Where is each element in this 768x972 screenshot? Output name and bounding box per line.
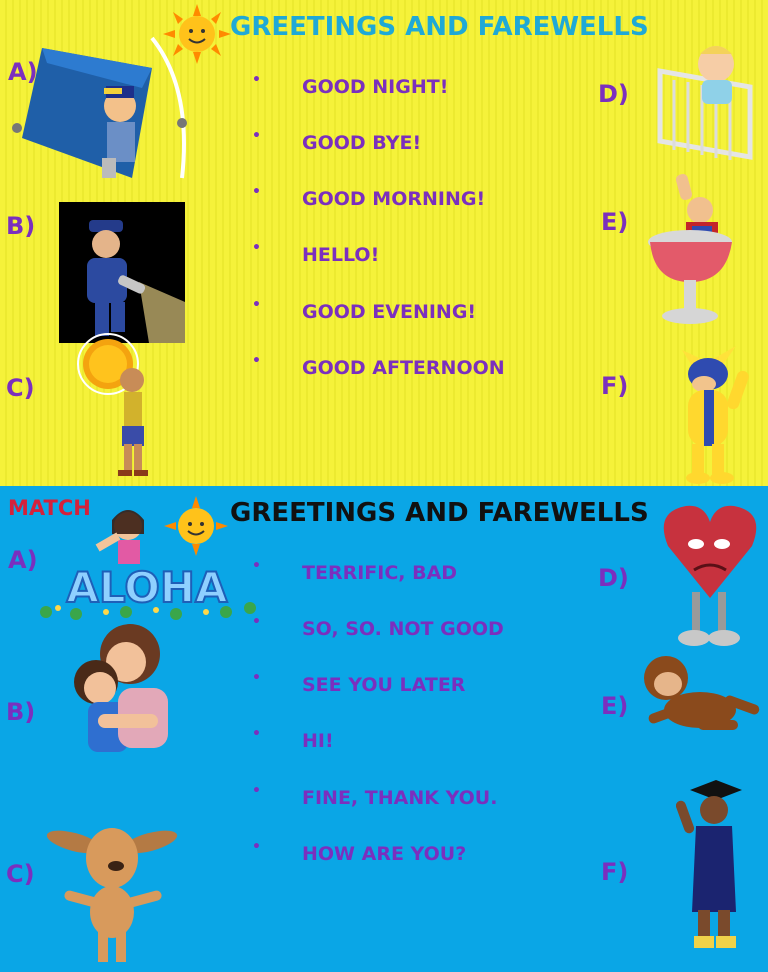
item-text: GOOD EVENING!	[302, 301, 477, 323]
slide-greetings-2	[0, 486, 768, 972]
label-b: B)	[6, 698, 36, 726]
item-text: HOW ARE YOU?	[302, 843, 467, 865]
bullet-icon: •	[252, 614, 261, 630]
list-item	[252, 297, 477, 323]
match-label: MATCH	[8, 496, 91, 520]
item-text: GOOD NIGHT!	[302, 76, 449, 98]
hugging-couple-image	[58, 618, 180, 770]
bullet-icon: •	[252, 184, 261, 200]
label-a: A)	[8, 546, 38, 574]
bullet-icon: •	[252, 670, 261, 686]
boy-with-sun-image	[74, 332, 174, 482]
item-text: SEE YOU LATER	[302, 674, 466, 696]
page-title: GREETINGS AND FAREWELLS	[230, 498, 649, 528]
bullet-icon: •	[252, 353, 261, 369]
label-e: E)	[601, 692, 629, 720]
item-text: GOOD AFTERNOON	[302, 357, 505, 379]
bullet-icon: •	[252, 297, 261, 313]
aloha-girl-image	[36, 494, 258, 620]
label-f: F)	[601, 858, 629, 886]
label-d: D)	[598, 564, 629, 592]
flying-carpet-boy-image	[2, 28, 192, 188]
boy-waving-bowl-image	[644, 170, 740, 330]
list-item	[252, 670, 466, 696]
list-item	[252, 128, 422, 154]
lounging-monkey-image	[628, 650, 764, 746]
list-item	[252, 184, 486, 210]
bullet-icon: •	[252, 558, 261, 574]
label-a: A)	[8, 58, 38, 86]
list-item	[252, 726, 334, 752]
item-text: FINE, THANK YOU.	[302, 787, 498, 809]
bullet-icon: •	[252, 128, 261, 144]
dog-arms-open-image	[44, 816, 180, 968]
police-officer-flashlight-image	[59, 202, 185, 343]
bullet-icon: •	[252, 839, 261, 855]
item-text: TERRIFIC, BAD	[302, 562, 458, 584]
label-d: D)	[598, 80, 629, 108]
list-item	[252, 72, 449, 98]
list-item	[252, 353, 505, 379]
bullet-icon: •	[252, 726, 261, 742]
item-text: GOOD MORNING!	[302, 188, 486, 210]
sad-heart-character-image	[658, 498, 764, 654]
list-item	[252, 839, 467, 865]
waving-cartoon-character-image	[652, 340, 762, 486]
item-text: SO, SO. NOT GOOD	[302, 618, 504, 640]
page-title: GREETINGS AND FAREWELLS	[230, 12, 649, 42]
label-c: C)	[6, 374, 35, 402]
bullet-icon: •	[252, 240, 261, 256]
list-item	[252, 783, 498, 809]
graduate-girl-waving-image	[676, 780, 746, 952]
baby-in-crib-image	[654, 40, 764, 168]
item-text: HELLO!	[302, 244, 380, 266]
label-f: F)	[601, 372, 629, 400]
aloha-text: ALOHA	[66, 563, 228, 612]
list-item	[252, 558, 458, 584]
item-text: HI!	[302, 730, 334, 752]
label-e: E)	[601, 208, 629, 236]
label-b: B)	[6, 212, 36, 240]
label-c: C)	[6, 860, 35, 888]
list-item	[252, 240, 380, 266]
list-item	[252, 614, 504, 640]
bullet-icon: •	[252, 72, 261, 88]
item-text: GOOD BYE!	[302, 132, 422, 154]
bullet-icon: •	[252, 783, 261, 799]
